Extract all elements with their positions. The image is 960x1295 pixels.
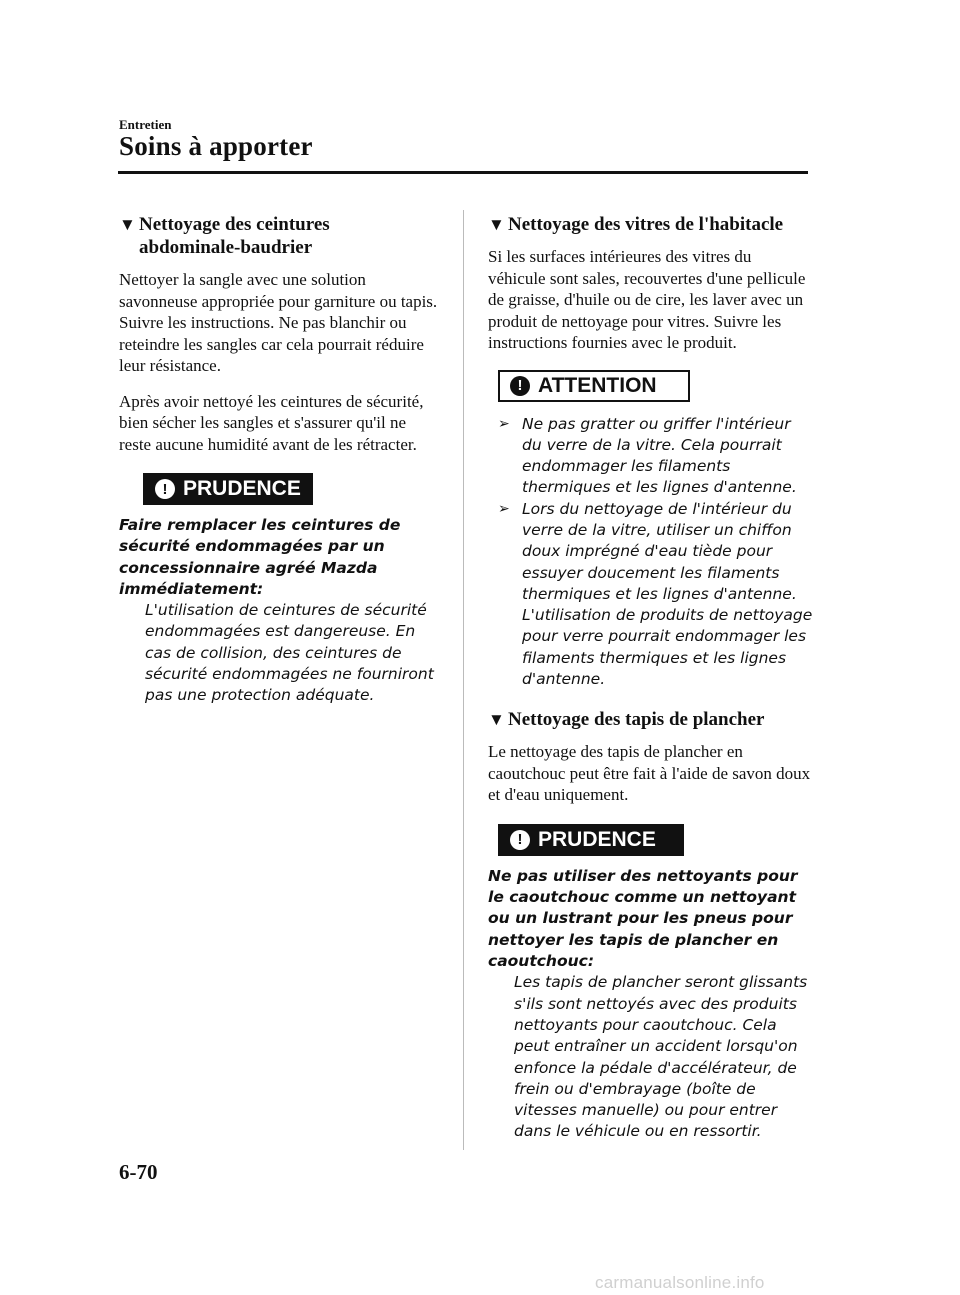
bullet-text: Lors du nettoyage de l'intérieur du verre de la vitre, utiliser un chiffon doux imprégné d'eau tiède pour essuyer doucement les filaments thermiques et les lignes d'antenne. L'utilisation de produits de nettoyage pour verre pourrait endommager les filaments thermiques et les lignes d'antenne.: [522, 499, 813, 689]
caution-detail: L'utilisation de ceintures de sécurité endommagées est dangereuse. En cas de collision, des ceintures de sécurité endommagées ne fourniront pas une protection adéquate.: [145, 601, 434, 705]
warning-icon: !: [510, 830, 530, 850]
caution-badge: [143, 473, 313, 505]
attention-badge-wrap: [498, 370, 813, 402]
attention-badge: [498, 370, 690, 402]
caution-label: PRUDENCE: [183, 477, 301, 500]
warning-icon: !: [510, 376, 530, 396]
heading-line: abdominale-baudrier: [139, 237, 313, 258]
arrow-bullet-icon: ➢: [498, 500, 510, 517]
section-label: Entretien: [119, 117, 172, 132]
attention-list: [488, 414, 813, 691]
page-title: Soins à apporter: [119, 131, 313, 161]
mats-paragraph: Le nettoyage des tapis de plancher en caoutchouc peut être fait à l'aide de savon doux et d'eau uniquement.: [488, 742, 811, 805]
warning-icon: !: [155, 479, 175, 499]
list-item: [498, 499, 813, 691]
windows-paragraph: Si les surfaces intérieures des vitres du véhicule sont sales, recouvertes d'une pellicule de graisse, d'huile ou de cire, les laver avec un produit de nettoyage pour vitres. Suivre les instructions fournies avec le produit.: [488, 247, 806, 352]
triangle-marker-icon: ▼: [488, 215, 505, 234]
section-heading-belts: [119, 213, 439, 259]
arrow-bullet-icon: ➢: [498, 415, 510, 432]
section-heading-windows: [488, 213, 813, 236]
right-column: [488, 213, 813, 1143]
heading-text: [139, 213, 330, 259]
list-item: [498, 414, 813, 499]
caution-block: [119, 515, 439, 707]
heading-text: Nettoyage des tapis de plancher: [508, 709, 765, 731]
caution-intro: Faire remplacer les ceintures de sécurité endommagées par un concessionnaire agréé Mazda immédiatement:: [119, 516, 401, 598]
belts-paragraph-1: Nettoyer la sangle avec une solution savonneuse appropriée pour garniture ou tapis. Suivre les instructions. Ne pas blanchir ou reteindre les sangles car cela pourrait réduire leur résistance.: [119, 270, 438, 375]
left-column: [119, 213, 439, 707]
attention-label: ATTENTION: [538, 373, 657, 397]
page-number: 6-70: [119, 1160, 158, 1184]
caution-detail: Les tapis de plancher seront glissants s'ils sont nettoyés avec des produits nettoyants pour caoutchouc. Cela peut entraîner un accident lorsqu'on enfonce la pédale d'accélérateur, de frein ou d'embrayage (boîte de vitesses manuelle) ou pour entrer dans le véhicule ou en ressortir.: [514, 973, 808, 1141]
caution-badge-wrap: [143, 473, 439, 505]
heading-line: Nettoyage des ceintures: [139, 214, 330, 235]
heading-text: Nettoyage des vitres de l'habitacle: [508, 214, 784, 235]
section-heading-mats: [488, 708, 813, 731]
triangle-marker-icon: ▼: [488, 710, 505, 730]
caution-badge-wrap: [498, 824, 813, 856]
header-rule: [118, 171, 808, 174]
caution-intro: Ne pas utiliser des nettoyants pour le caoutchouc comme un nettoyant ou un lustrant pour les pneus pour nettoyer les tapis de plancher en caoutchouc:: [488, 866, 798, 971]
caution-label: PRUDENCE: [538, 827, 656, 851]
triangle-marker-icon: ▼: [119, 215, 136, 234]
caution-badge: [498, 824, 684, 856]
watermark: carmanualsonline.info: [595, 1273, 765, 1292]
column-divider: [463, 210, 464, 1150]
bullet-text: Ne pas gratter ou griffer l'intérieur du verre de la vitre. Cela pourrait endommager les filaments thermiques et les lignes d'antenne.: [522, 414, 797, 497]
caution-block: [488, 866, 813, 1143]
belts-paragraph-2: Après avoir nettoyé les ceintures de sécurité, bien sécher les sangles et s'assurer qu'il ne reste aucune humidité avant de les rétracter.: [119, 391, 424, 454]
